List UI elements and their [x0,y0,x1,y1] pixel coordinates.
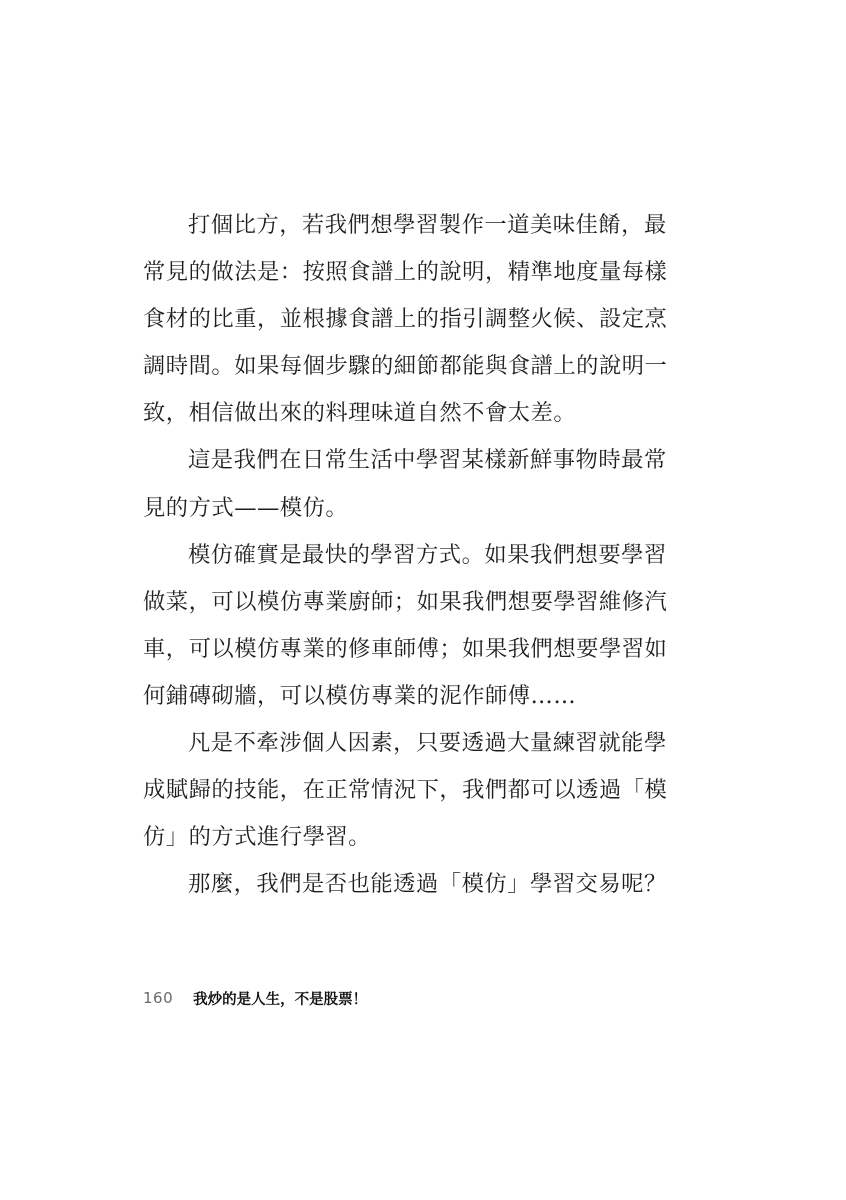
paragraph-4-line-1: 凡是不牽涉個人因素，只要透過大量練習就能學 [188,730,667,757]
page-footer [143,986,367,1010]
paragraph-3-line-1: 模仿確實是最快的學習方式。如果我們想要學習 [188,541,667,568]
paragraph-2-line-2: 見的方式——模仿。 [143,494,349,521]
paragraph-1-line-2: 常見的做法是：按照食譜上的說明，精準地度量每樣 [143,259,668,286]
paragraph-3-line-4: 何鋪磚砌牆，可以模仿專業的泥作師傅…… [143,682,577,709]
paragraph-3-line-3: 車，可以模仿專業的修車師傅；如果我們想要學習如 [143,635,668,662]
paragraph-1-line-5: 致，相信做出來的料理味道自然不會太差。 [143,400,577,427]
paragraph-4-line-2: 成賦歸的技能，在正常情況下，我們都可以透過「模 [143,777,668,804]
page-number: 160 [143,989,174,1007]
paragraph-1-line-4: 調時間。如果每個步驟的細節都能與食譜上的說明一 [143,353,668,380]
paragraph-1-line-3: 食材的比重，並根據食譜上的指引調整火候、設定烹 [143,306,668,333]
paragraph-3-line-2: 做菜，可以模仿專業廚師；如果我們想要學習維修汽 [143,588,668,615]
paragraph-4-line-3: 仿」的方式進行學習。 [143,824,371,851]
running-title: 我炒的是人生，不是股票！ [193,991,368,1008]
paragraph-2-line-1: 這是我們在日常生活中學習某樣新鮮事物時最常 [188,447,667,474]
paragraph-1-line-1: 打個比方，若我們想學習製作一道美味佳餚，最 [188,212,667,238]
body-text [143,202,683,908]
paragraph-5-line-1: 那麼，我們是否也能透過「模仿」學習交易呢？ [188,871,667,898]
